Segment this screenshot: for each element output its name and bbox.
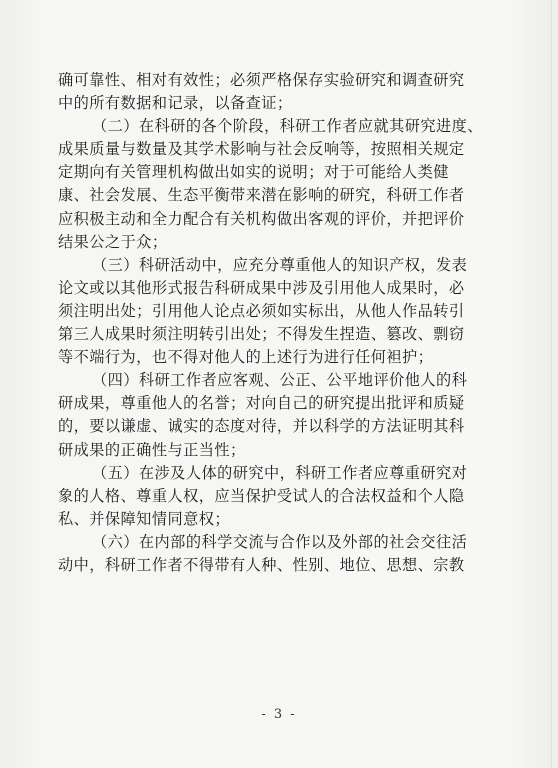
page-number: - 3 - (261, 707, 297, 722)
text-line: 象的人格、尊重人权，应当保护受试人的合法权益和个人隐 (58, 486, 465, 505)
text-line: 须注明出处；引用他人论点必须如实标出，从他人作品转引 (58, 301, 465, 320)
paragraph-first-line: （三）科研活动中，应充分尊重他人的知识产权，发表 (92, 255, 468, 274)
text-line: 等不端行为，也不得对他人的上述行为进行任何袒护； (58, 348, 434, 367)
text-line: 定期向有关管理机构做出如实的说明；对于可能给人类健 (58, 163, 449, 182)
text-line: 研成果的正确性与正当性； (58, 440, 246, 459)
text-line: 应积极主动和全力配合有关机构做出客观的评价，并把评价 (58, 209, 465, 228)
text-line: 研成果，尊重他人的名誉；对向自己的研究提出批评和质疑 (58, 394, 465, 413)
text-line: 确可靠性、相对有效性；必须严格保存实验研究和调查研究 (58, 71, 465, 89)
document-body (58, 69, 504, 577)
paragraph-first-line: （五）在涉及人体的研究中，科研工作者应尊重研究对 (92, 463, 468, 482)
text-line: 结果公之于众； (58, 232, 168, 251)
text-line: 论文或以其他形式报告科研成果中涉及引用他人成果时，必 (58, 278, 465, 297)
paragraph-first-line: （六）在内部的科学交流与合作以及外部的社会交往活 (92, 532, 468, 551)
text-line: 康、社会发展、生态平衡带来潜在影响的研究，科研工作者 (58, 186, 465, 205)
paragraph-first-line: （二）在科研的各个阶段，科研工作者应就其研究进度、 (92, 117, 483, 136)
paragraph-first-line: （四）科研工作者应客观、公正、公平地评价他人的科 (92, 371, 468, 390)
text-line: 第三人成果时须注明转引出处；不得发生捏造、篡改、剽窃 (58, 325, 465, 344)
text-line: 动中，科研工作者不得带有人种、性别、地位、思想、宗教 (58, 555, 465, 574)
page-edge-shadow (551, 0, 552, 768)
text-line: 的，要以谦虚、诚实的态度对待，并以科学的方法证明其科 (58, 417, 465, 436)
text-line: 私、并保障知情同意权； (58, 509, 231, 528)
text-line: 成果质量与数量及其学术影响与社会反响等，按照相关规定 (58, 140, 465, 159)
text-line: 中的所有数据和记录，以备查证； (58, 94, 293, 113)
